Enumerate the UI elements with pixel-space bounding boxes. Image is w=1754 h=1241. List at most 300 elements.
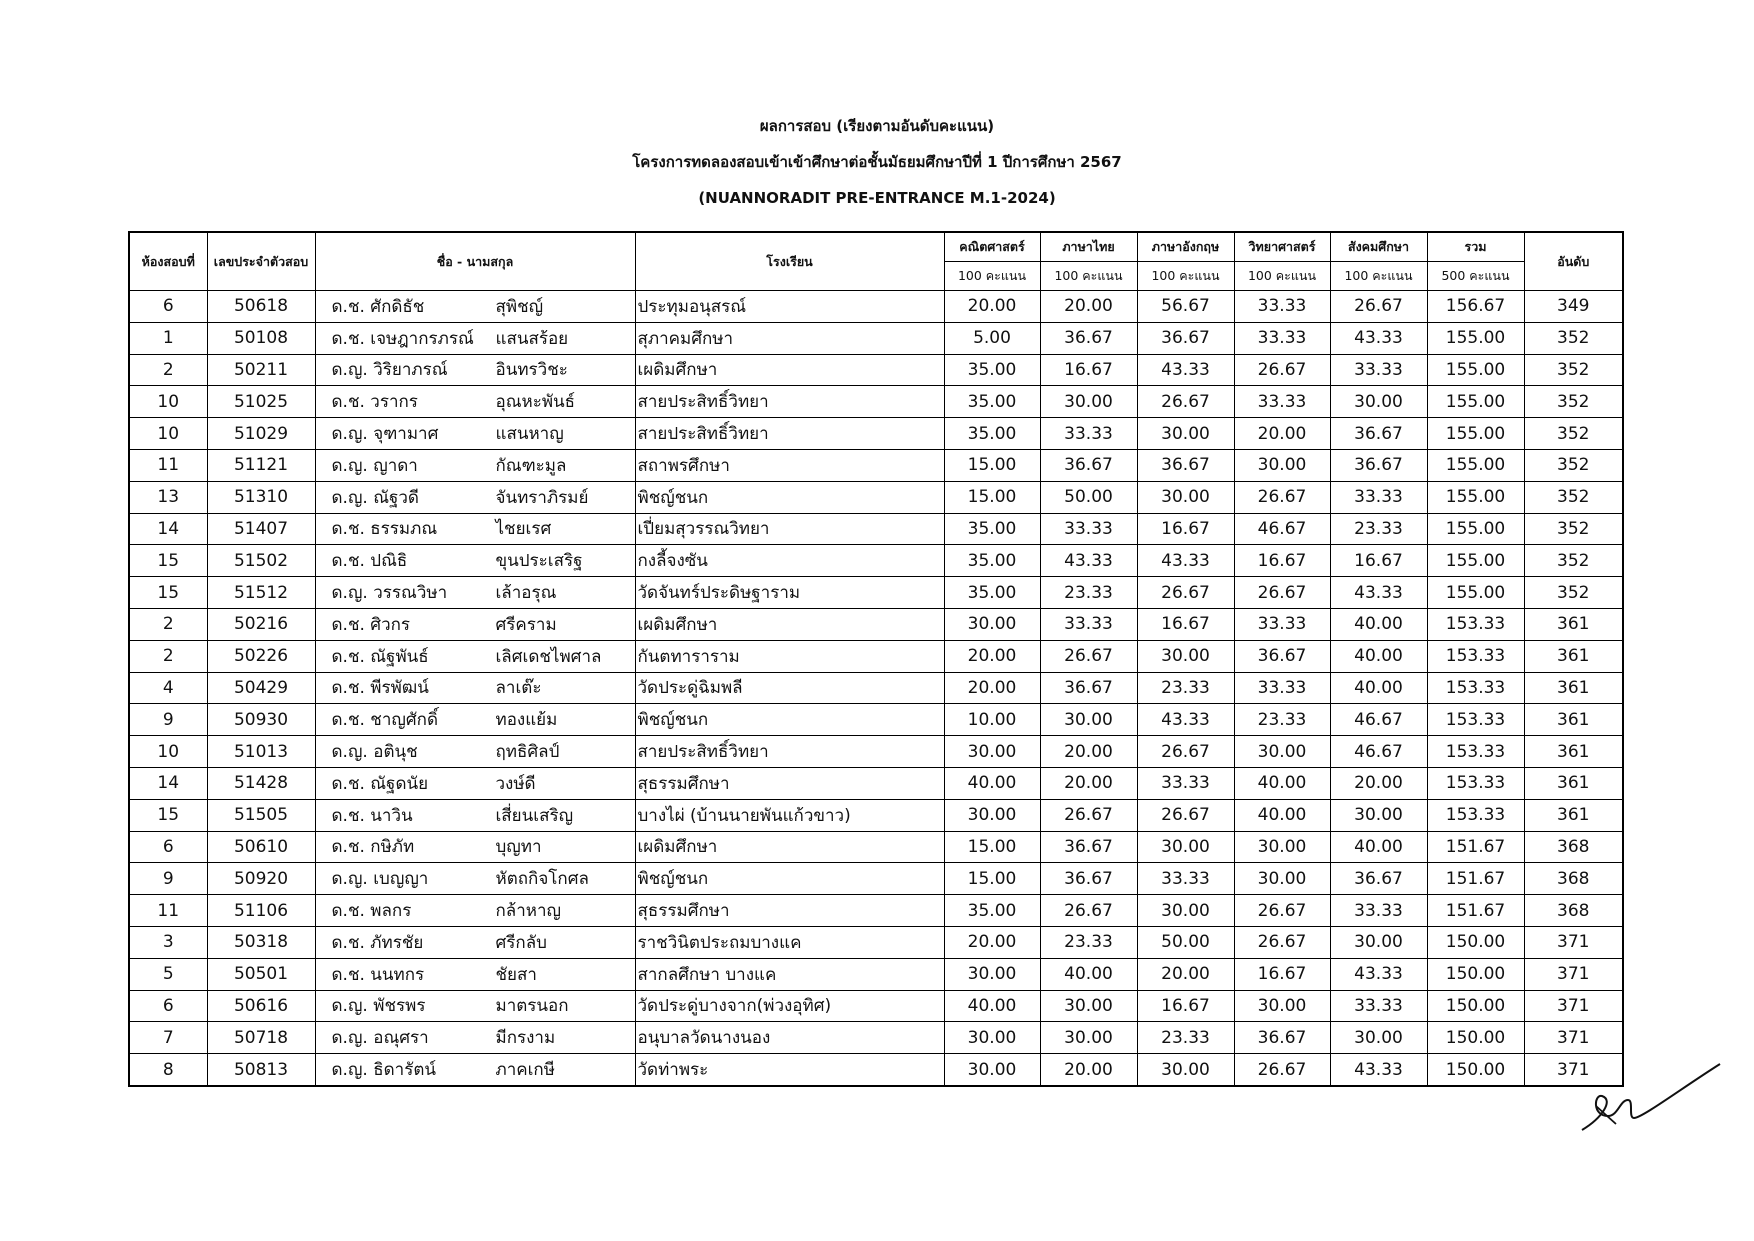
cell-name xyxy=(315,736,635,768)
cell-total: 151.67 xyxy=(1427,863,1524,895)
cell-exam-id: 51121 xyxy=(207,449,315,481)
cell-science: 20.00 xyxy=(1234,418,1330,450)
cell-exam-id: 50501 xyxy=(207,958,315,990)
last-name: เสี่ยนเสริญ xyxy=(495,805,574,826)
cell-social: 26.67 xyxy=(1330,291,1427,323)
cell-social: 40.00 xyxy=(1330,608,1427,640)
cell-math: 20.00 xyxy=(944,640,1040,672)
cell-thai: 30.00 xyxy=(1040,990,1137,1022)
cell-rank: 361 xyxy=(1524,767,1623,799)
cell-room: 15 xyxy=(129,545,207,577)
cell-rank: 352 xyxy=(1524,322,1623,354)
last-name: ฤทธิศิลป์ xyxy=(495,742,560,763)
cell-total: 153.33 xyxy=(1427,799,1524,831)
last-name: มาตรนอก xyxy=(495,996,569,1017)
cell-math: 30.00 xyxy=(944,799,1040,831)
cell-science: 33.33 xyxy=(1234,386,1330,418)
first-name: ด.ญ. ธิดารัตน์ xyxy=(331,1060,436,1081)
cell-total: 153.33 xyxy=(1427,608,1524,640)
cell-thai: 50.00 xyxy=(1040,481,1137,513)
cell-english: 30.00 xyxy=(1137,895,1234,927)
cell-school: อนุบาลวัดนางนอง xyxy=(635,1022,944,1054)
cell-school: เปี่ยมสุวรรณวิทยา xyxy=(635,513,944,545)
cell-name xyxy=(315,640,635,672)
cell-rank: 352 xyxy=(1524,386,1623,418)
cell-english: 56.67 xyxy=(1137,291,1234,323)
cell-school: สายประสิทธิ์วิทยา xyxy=(635,736,944,768)
last-name: ลาเต๊ะ xyxy=(495,678,542,699)
signature-mark xyxy=(1572,1058,1722,1138)
cell-english: 26.67 xyxy=(1137,577,1234,609)
cell-exam-id: 51025 xyxy=(207,386,315,418)
cell-room: 2 xyxy=(129,608,207,640)
cell-exam-id: 51407 xyxy=(207,513,315,545)
cell-social: 40.00 xyxy=(1330,672,1427,704)
cell-name xyxy=(315,1022,635,1054)
cell-name xyxy=(315,354,635,386)
first-name: ด.ญ. วิริยาภรณ์ xyxy=(331,360,448,381)
cell-rank: 352 xyxy=(1524,481,1623,513)
cell-school: กงลี้จงซัน xyxy=(635,545,944,577)
last-name: กล้าหาญ xyxy=(495,901,561,922)
last-name: อุณหะพันธ์ xyxy=(495,392,576,413)
cell-math: 20.00 xyxy=(944,926,1040,958)
cell-thai: 23.33 xyxy=(1040,926,1137,958)
table-row xyxy=(129,895,1623,927)
cell-room: 7 xyxy=(129,1022,207,1054)
cell-name xyxy=(315,990,635,1022)
cell-total: 155.00 xyxy=(1427,481,1524,513)
table-row xyxy=(129,767,1623,799)
first-name: ด.ช. พลกร xyxy=(331,901,412,922)
cell-exam-id: 51310 xyxy=(207,481,315,513)
table-row xyxy=(129,672,1623,704)
cell-name xyxy=(315,322,635,354)
first-name: ด.ช. ศิวกร xyxy=(331,614,411,635)
cell-total: 155.00 xyxy=(1427,513,1524,545)
cell-rank: 371 xyxy=(1524,926,1623,958)
table-row xyxy=(129,386,1623,418)
cell-room: 10 xyxy=(129,736,207,768)
first-name: ด.ญ. เบญญา xyxy=(331,869,429,890)
cell-exam-id: 51106 xyxy=(207,895,315,927)
cell-school: ประทุมอนุสรณ์ xyxy=(635,291,944,323)
table-row xyxy=(129,577,1623,609)
cell-science: 33.33 xyxy=(1234,672,1330,704)
cell-rank: 361 xyxy=(1524,704,1623,736)
cell-math: 30.00 xyxy=(944,1022,1040,1054)
cell-school: พิชญ์ชนก xyxy=(635,863,944,895)
cell-name xyxy=(315,608,635,640)
cell-room: 3 xyxy=(129,926,207,958)
cell-thai: 33.33 xyxy=(1040,608,1137,640)
cell-total: 150.00 xyxy=(1427,1022,1524,1054)
cell-exam-id: 51013 xyxy=(207,736,315,768)
cell-total: 155.00 xyxy=(1427,545,1524,577)
cell-rank: 361 xyxy=(1524,672,1623,704)
cell-rank: 352 xyxy=(1524,577,1623,609)
cell-name xyxy=(315,481,635,513)
cell-school: สถาพรศึกษา xyxy=(635,449,944,481)
cell-english: 20.00 xyxy=(1137,958,1234,990)
cell-rank: 352 xyxy=(1524,513,1623,545)
cell-social: 40.00 xyxy=(1330,831,1427,863)
cell-thai: 20.00 xyxy=(1040,291,1137,323)
cell-total: 150.00 xyxy=(1427,990,1524,1022)
cell-rank: 361 xyxy=(1524,799,1623,831)
cell-total: 155.00 xyxy=(1427,322,1524,354)
cell-exam-id: 50429 xyxy=(207,672,315,704)
cell-english: 33.33 xyxy=(1137,863,1234,895)
cell-science: 16.67 xyxy=(1234,958,1330,990)
cell-thai: 36.67 xyxy=(1040,831,1137,863)
first-name: ด.ช. วรากร xyxy=(331,392,418,413)
first-name: ด.ช. ชาญศักดิ์ xyxy=(331,710,438,731)
last-name: หัตถกิจโกศล xyxy=(495,869,589,890)
cell-math: 20.00 xyxy=(944,672,1040,704)
cell-thai: 20.00 xyxy=(1040,736,1137,768)
cell-science: 26.67 xyxy=(1234,577,1330,609)
first-name: ด.ช. ภัทรชัย xyxy=(331,932,424,953)
first-name: ด.ช. นนทกร xyxy=(331,964,425,985)
cell-science: 40.00 xyxy=(1234,799,1330,831)
table-row xyxy=(129,799,1623,831)
cell-school: เผดิมศึกษา xyxy=(635,354,944,386)
cell-social: 30.00 xyxy=(1330,1022,1427,1054)
cell-school: สุธรรมศึกษา xyxy=(635,895,944,927)
cell-english: 33.33 xyxy=(1137,767,1234,799)
cell-room: 4 xyxy=(129,672,207,704)
cell-thai: 33.33 xyxy=(1040,513,1137,545)
table-header xyxy=(129,232,1623,291)
table-row xyxy=(129,926,1623,958)
title-line-2: โครงการทดลองสอบเข้าเข้าศึกษาต่อชั้นมัธยมศึกษาปีที่ 1 ปีการศึกษา 2567 xyxy=(632,153,1122,171)
cell-total: 153.33 xyxy=(1427,640,1524,672)
cell-math: 35.00 xyxy=(944,545,1040,577)
cell-room: 6 xyxy=(129,831,207,863)
cell-thai: 43.33 xyxy=(1040,545,1137,577)
title-line-1: ผลการสอบ (เรียงตามอันดับคะแนน) xyxy=(759,117,995,135)
cell-math: 30.00 xyxy=(944,958,1040,990)
cell-social: 36.67 xyxy=(1330,418,1427,450)
cell-english: 23.33 xyxy=(1137,672,1234,704)
cell-exam-id: 50108 xyxy=(207,322,315,354)
cell-school: กันตทาราราม xyxy=(635,640,944,672)
first-name: ด.ญ. จุฑามาศ xyxy=(331,424,439,445)
cell-math: 40.00 xyxy=(944,990,1040,1022)
cell-thai: 26.67 xyxy=(1040,799,1137,831)
cell-total: 153.33 xyxy=(1427,767,1524,799)
cell-school: สุธรรมศึกษา xyxy=(635,767,944,799)
max-english: 100 คะแนน xyxy=(1137,262,1234,291)
last-name: ศรีกลับ xyxy=(495,932,547,953)
cell-room: 11 xyxy=(129,895,207,927)
first-name: ด.ช. กษิภัท xyxy=(331,837,415,858)
cell-room: 6 xyxy=(129,291,207,323)
header-name: ชื่อ - นามสกุล xyxy=(315,232,635,291)
table-row xyxy=(129,418,1623,450)
cell-room: 14 xyxy=(129,513,207,545)
cell-thai: 16.67 xyxy=(1040,354,1137,386)
cell-social: 40.00 xyxy=(1330,640,1427,672)
cell-room: 15 xyxy=(129,799,207,831)
cell-thai: 33.33 xyxy=(1040,418,1137,450)
cell-thai: 26.67 xyxy=(1040,640,1137,672)
cell-name xyxy=(315,449,635,481)
cell-room: 15 xyxy=(129,577,207,609)
cell-thai: 30.00 xyxy=(1040,704,1137,736)
last-name: ขุนประเสริฐ xyxy=(495,551,583,572)
cell-science: 30.00 xyxy=(1234,449,1330,481)
cell-name xyxy=(315,577,635,609)
table-row xyxy=(129,291,1623,323)
header-science: วิทยาศาสตร์ xyxy=(1234,232,1330,262)
cell-english: 36.67 xyxy=(1137,322,1234,354)
header-total: รวม xyxy=(1427,232,1524,262)
cell-total: 153.33 xyxy=(1427,704,1524,736)
cell-exam-id: 51029 xyxy=(207,418,315,450)
table-row xyxy=(129,704,1623,736)
cell-social: 46.67 xyxy=(1330,704,1427,736)
cell-english: 36.67 xyxy=(1137,449,1234,481)
max-math: 100 คะแนน xyxy=(944,262,1040,291)
first-name: ด.ญ. ญาดา xyxy=(331,455,418,476)
cell-english: 50.00 xyxy=(1137,926,1234,958)
cell-social: 30.00 xyxy=(1330,386,1427,418)
cell-english: 30.00 xyxy=(1137,1054,1234,1086)
cell-room: 10 xyxy=(129,386,207,418)
cell-rank: 349 xyxy=(1524,291,1623,323)
first-name: ด.ช. ณัฐดนัย xyxy=(331,773,429,794)
cell-total: 155.00 xyxy=(1427,386,1524,418)
last-name: กัณฑะมูล xyxy=(495,455,567,476)
table-body xyxy=(129,291,1623,1086)
cell-school: สุภาคมศึกษา xyxy=(635,322,944,354)
cell-science: 33.33 xyxy=(1234,608,1330,640)
cell-math: 35.00 xyxy=(944,354,1040,386)
cell-exam-id: 50920 xyxy=(207,863,315,895)
first-name: ด.ช. เจษฎากรภรณ์ xyxy=(331,328,474,349)
cell-thai: 20.00 xyxy=(1040,1054,1137,1086)
cell-rank: 368 xyxy=(1524,831,1623,863)
cell-english: 26.67 xyxy=(1137,386,1234,418)
cell-math: 10.00 xyxy=(944,704,1040,736)
cell-rank: 352 xyxy=(1524,449,1623,481)
cell-exam-id: 50211 xyxy=(207,354,315,386)
cell-room: 10 xyxy=(129,418,207,450)
first-name: ด.ญ. อตินุช xyxy=(331,742,418,763)
last-name: ทองแย้ม xyxy=(495,710,558,731)
cell-science: 30.00 xyxy=(1234,736,1330,768)
table-row xyxy=(129,958,1623,990)
cell-school: บางไผ่ (บ้านนายพันแก้วขาว) xyxy=(635,799,944,831)
cell-english: 30.00 xyxy=(1137,831,1234,863)
cell-thai: 23.33 xyxy=(1040,577,1137,609)
cell-room: 1 xyxy=(129,322,207,354)
cell-school: สากลศึกษา บางแค xyxy=(635,958,944,990)
cell-math: 35.00 xyxy=(944,386,1040,418)
last-name: เลิศเดชไพศาล xyxy=(495,646,602,667)
cell-school: ราชวินิตประถมบางแค xyxy=(635,926,944,958)
cell-social: 43.33 xyxy=(1330,958,1427,990)
first-name: ด.ญ. พัชรพร xyxy=(331,996,426,1017)
first-name: ด.ช. พีรพัฒน์ xyxy=(331,678,429,699)
cell-exam-id: 50930 xyxy=(207,704,315,736)
first-name: ด.ช. ณัฐพันธ์ xyxy=(331,646,429,667)
header-thai: ภาษาไทย xyxy=(1040,232,1137,262)
cell-thai: 36.67 xyxy=(1040,863,1137,895)
cell-total: 155.00 xyxy=(1427,449,1524,481)
cell-science: 26.67 xyxy=(1234,354,1330,386)
header-rank: อันดับ xyxy=(1524,232,1623,291)
last-name: บุญทา xyxy=(495,837,542,858)
max-science: 100 คะแนน xyxy=(1234,262,1330,291)
cell-name xyxy=(315,704,635,736)
table-row xyxy=(129,545,1623,577)
first-name: ด.ช. นาวิน xyxy=(331,805,413,826)
cell-exam-id: 50216 xyxy=(207,608,315,640)
cell-english: 26.67 xyxy=(1137,736,1234,768)
cell-social: 30.00 xyxy=(1330,799,1427,831)
cell-rank: 371 xyxy=(1524,1022,1623,1054)
cell-thai: 40.00 xyxy=(1040,958,1137,990)
cell-math: 15.00 xyxy=(944,831,1040,863)
cell-name xyxy=(315,291,635,323)
cell-social: 46.67 xyxy=(1330,736,1427,768)
cell-math: 35.00 xyxy=(944,418,1040,450)
cell-exam-id: 51512 xyxy=(207,577,315,609)
last-name: สุพิชญ์ xyxy=(495,296,544,317)
cell-name xyxy=(315,1054,635,1086)
cell-thai: 20.00 xyxy=(1040,767,1137,799)
cell-science: 16.67 xyxy=(1234,545,1330,577)
table-row xyxy=(129,640,1623,672)
cell-english: 23.33 xyxy=(1137,1022,1234,1054)
cell-rank: 371 xyxy=(1524,990,1623,1022)
cell-exam-id: 50226 xyxy=(207,640,315,672)
cell-room: 2 xyxy=(129,640,207,672)
cell-name xyxy=(315,831,635,863)
last-name: จันทราภิรมย์ xyxy=(495,487,589,508)
cell-social: 33.33 xyxy=(1330,895,1427,927)
cell-total: 153.33 xyxy=(1427,672,1524,704)
cell-thai: 36.67 xyxy=(1040,322,1137,354)
cell-social: 43.33 xyxy=(1330,322,1427,354)
cell-total: 155.00 xyxy=(1427,418,1524,450)
cell-total: 150.00 xyxy=(1427,1054,1524,1086)
cell-science: 46.67 xyxy=(1234,513,1330,545)
cell-name xyxy=(315,958,635,990)
cell-rank: 361 xyxy=(1524,736,1623,768)
cell-rank: 368 xyxy=(1524,863,1623,895)
table-row xyxy=(129,736,1623,768)
cell-english: 30.00 xyxy=(1137,640,1234,672)
cell-name xyxy=(315,926,635,958)
cell-math: 20.00 xyxy=(944,291,1040,323)
cell-science: 30.00 xyxy=(1234,990,1330,1022)
cell-math: 30.00 xyxy=(944,1054,1040,1086)
cell-thai: 30.00 xyxy=(1040,1022,1137,1054)
first-name: ด.ญ. วรรณวิษา xyxy=(331,583,448,604)
cell-room: 9 xyxy=(129,704,207,736)
cell-english: 26.67 xyxy=(1137,799,1234,831)
first-name: ด.ญ. อณุศรา xyxy=(331,1028,429,1049)
cell-english: 43.33 xyxy=(1137,354,1234,386)
table-row xyxy=(129,608,1623,640)
last-name: ชัยสา xyxy=(495,964,537,985)
cell-name xyxy=(315,418,635,450)
cell-social: 33.33 xyxy=(1330,481,1427,513)
cell-english: 30.00 xyxy=(1137,418,1234,450)
cell-room: 9 xyxy=(129,863,207,895)
cell-school: สายประสิทธิ์วิทยา xyxy=(635,418,944,450)
cell-total: 150.00 xyxy=(1427,926,1524,958)
first-name: ด.ญ. ณัฐวดี xyxy=(331,487,419,508)
cell-room: 5 xyxy=(129,958,207,990)
cell-exam-id: 50813 xyxy=(207,1054,315,1086)
cell-room: 13 xyxy=(129,481,207,513)
cell-room: 8 xyxy=(129,1054,207,1086)
cell-social: 20.00 xyxy=(1330,767,1427,799)
title-line-3: (NUANNORADIT PRE-ENTRANCE M.1-2024) xyxy=(698,189,1056,207)
cell-rank: 371 xyxy=(1524,958,1623,990)
cell-exam-id: 51502 xyxy=(207,545,315,577)
table-row xyxy=(129,449,1623,481)
cell-total: 153.33 xyxy=(1427,736,1524,768)
cell-science: 26.67 xyxy=(1234,926,1330,958)
cell-rank: 371 xyxy=(1524,1054,1623,1086)
cell-social: 33.33 xyxy=(1330,354,1427,386)
cell-english: 43.33 xyxy=(1137,545,1234,577)
table-row xyxy=(129,831,1623,863)
cell-math: 15.00 xyxy=(944,863,1040,895)
cell-thai: 30.00 xyxy=(1040,386,1137,418)
cell-math: 15.00 xyxy=(944,449,1040,481)
last-name: ไชยเรศ xyxy=(495,519,552,540)
cell-math: 30.00 xyxy=(944,736,1040,768)
cell-rank: 368 xyxy=(1524,895,1623,927)
cell-room: 11 xyxy=(129,449,207,481)
cell-social: 30.00 xyxy=(1330,926,1427,958)
cell-math: 30.00 xyxy=(944,608,1040,640)
header-english: ภาษาอังกฤษ xyxy=(1137,232,1234,262)
cell-exam-id: 50618 xyxy=(207,291,315,323)
cell-math: 35.00 xyxy=(944,513,1040,545)
cell-social: 36.67 xyxy=(1330,449,1427,481)
first-name: ด.ช. ปณิธิ xyxy=(331,551,408,572)
cell-social: 43.33 xyxy=(1330,1054,1427,1086)
cell-science: 23.33 xyxy=(1234,704,1330,736)
cell-science: 36.67 xyxy=(1234,640,1330,672)
cell-english: 43.33 xyxy=(1137,704,1234,736)
first-name: ด.ช. ศักดิธัช xyxy=(331,296,425,317)
cell-name xyxy=(315,767,635,799)
cell-name xyxy=(315,895,635,927)
last-name: แสนหาญ xyxy=(495,424,564,445)
max-total: 500 คะแนน xyxy=(1427,262,1524,291)
last-name: เล้าอรุณ xyxy=(495,583,557,604)
table-row xyxy=(129,322,1623,354)
cell-english: 30.00 xyxy=(1137,481,1234,513)
cell-room: 14 xyxy=(129,767,207,799)
cell-exam-id: 50718 xyxy=(207,1022,315,1054)
table-row xyxy=(129,513,1623,545)
cell-science: 30.00 xyxy=(1234,863,1330,895)
cell-exam-id: 51428 xyxy=(207,767,315,799)
cell-school: เผดิมศึกษา xyxy=(635,608,944,640)
last-name: วงษ์ดี xyxy=(495,773,536,794)
cell-social: 16.67 xyxy=(1330,545,1427,577)
